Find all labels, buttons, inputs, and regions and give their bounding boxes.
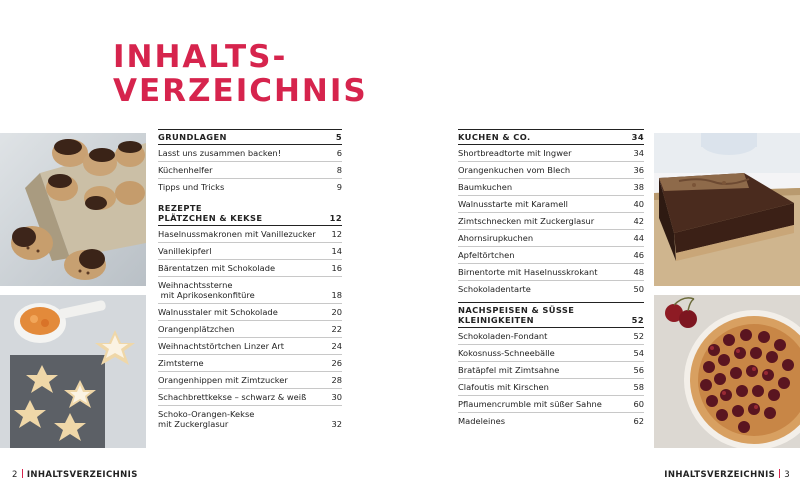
toc-entry[interactable]: Walnusstaler mit Schokolade 20 xyxy=(158,304,342,321)
toc-entry[interactable]: Ahornsirupkuchen 44 xyxy=(458,230,644,247)
toc-entry[interactable]: Weihnachtstörtchen Linzer Art 24 xyxy=(158,338,342,355)
toc-entry[interactable]: Haselnussmakronen mit Vanillezucker 12 xyxy=(158,226,342,243)
toc-entry[interactable]: Bratäpfel mit Zimtsahne 56 xyxy=(458,362,644,379)
toc-section-heading[interactable]: GRUNDLAGEN 5 xyxy=(158,130,342,145)
toc-entry[interactable]: Vanillekipferl 14 xyxy=(158,243,342,260)
toc-entry[interactable]: Shortbreadtorte mit Ingwer 34 xyxy=(458,145,644,162)
toc-entry[interactable]: Weihnachtssterne mit Aprikosenkonfitüre 18 xyxy=(158,277,342,304)
right-footer xyxy=(664,469,790,480)
cherry-clafoutis-photo xyxy=(654,295,800,448)
toc-entry[interactable]: Schoko-Orangen-Kekse mit Zuckerglasur 32 xyxy=(158,409,342,429)
right-toc xyxy=(458,129,644,429)
toc-entry[interactable]: Birnentorte mit Haselnusskrokant 48 xyxy=(458,264,644,281)
chocolate-tart-photo xyxy=(654,133,800,286)
toc-section-heading[interactable]: NACHSPEISEN & SÜSSE KLEINIGKEITEN 52 xyxy=(458,303,644,328)
footer-separator xyxy=(22,469,23,478)
toc-section-nachspeisen xyxy=(458,302,644,429)
toc-entry[interactable]: Kokosnuss-Schneebälle 54 xyxy=(458,345,644,362)
toc-entry[interactable]: Schokoladen-Fondant 52 xyxy=(458,328,644,345)
left-toc xyxy=(158,129,342,432)
toc-entry[interactable]: Walnusstarte mit Karamell 40 xyxy=(458,196,644,213)
toc-entry[interactable]: Madeleines 62 xyxy=(458,416,644,426)
toc-entry[interactable]: Pflaumencrumble mit süßer Sahne 60 xyxy=(458,396,644,413)
toc-section-rezepte xyxy=(158,201,342,432)
toc-entry[interactable]: Schachbrettkekse – schwarz & weiß 30 xyxy=(158,389,342,406)
running-head: INHALTSVERZEICHNIS xyxy=(26,470,138,480)
title-line-1: INHALTS- xyxy=(113,39,288,75)
page-title xyxy=(113,40,368,108)
star-cookies-photo xyxy=(0,295,146,448)
left-footer xyxy=(12,469,138,480)
toc-entry[interactable]: Clafoutis mit Kirschen 58 xyxy=(458,379,644,396)
toc-entry[interactable]: Orangenkuchen vom Blech 36 xyxy=(458,162,644,179)
toc-entry[interactable]: Zimtsterne 26 xyxy=(158,355,342,372)
toc-entry[interactable]: Lasst uns zusammen backen! 6 xyxy=(158,145,342,162)
toc-entry[interactable]: Küchenhelfer 8 xyxy=(158,162,342,179)
toc-entry[interactable]: Tipps und Tricks 9 xyxy=(158,182,342,192)
toc-entry[interactable]: Bärentatzen mit Schokolade 16 xyxy=(158,260,342,277)
title-line-2: VERZEICHNIS xyxy=(113,73,368,109)
footer-separator xyxy=(779,469,780,478)
chocolate-cookies-photo xyxy=(0,133,146,286)
toc-section-heading[interactable]: REZEPTE PLÄTZCHEN & KEKSE 12 xyxy=(158,201,342,226)
toc-entry[interactable]: Baumkuchen 38 xyxy=(458,179,644,196)
toc-entry[interactable]: Zimtschnecken mit Zuckerglasur 42 xyxy=(458,213,644,230)
running-head: INHALTSVERZEICHNIS xyxy=(664,470,776,480)
toc-entry[interactable]: Apfeltörtchen 46 xyxy=(458,247,644,264)
page-number: 3 xyxy=(784,470,790,480)
toc-section-grundlagen xyxy=(158,129,342,195)
toc-entry[interactable]: Orangenhippen mit Zimtzucker 28 xyxy=(158,372,342,389)
toc-entry[interactable]: Schokoladentarte 50 xyxy=(458,284,644,294)
page-number: 2 xyxy=(12,470,18,480)
right-page xyxy=(400,0,800,494)
toc-entry[interactable]: Orangenplätzchen 22 xyxy=(158,321,342,338)
toc-section-heading[interactable]: KUCHEN & CO. 34 xyxy=(458,130,644,145)
toc-section-kuchen xyxy=(458,129,644,297)
